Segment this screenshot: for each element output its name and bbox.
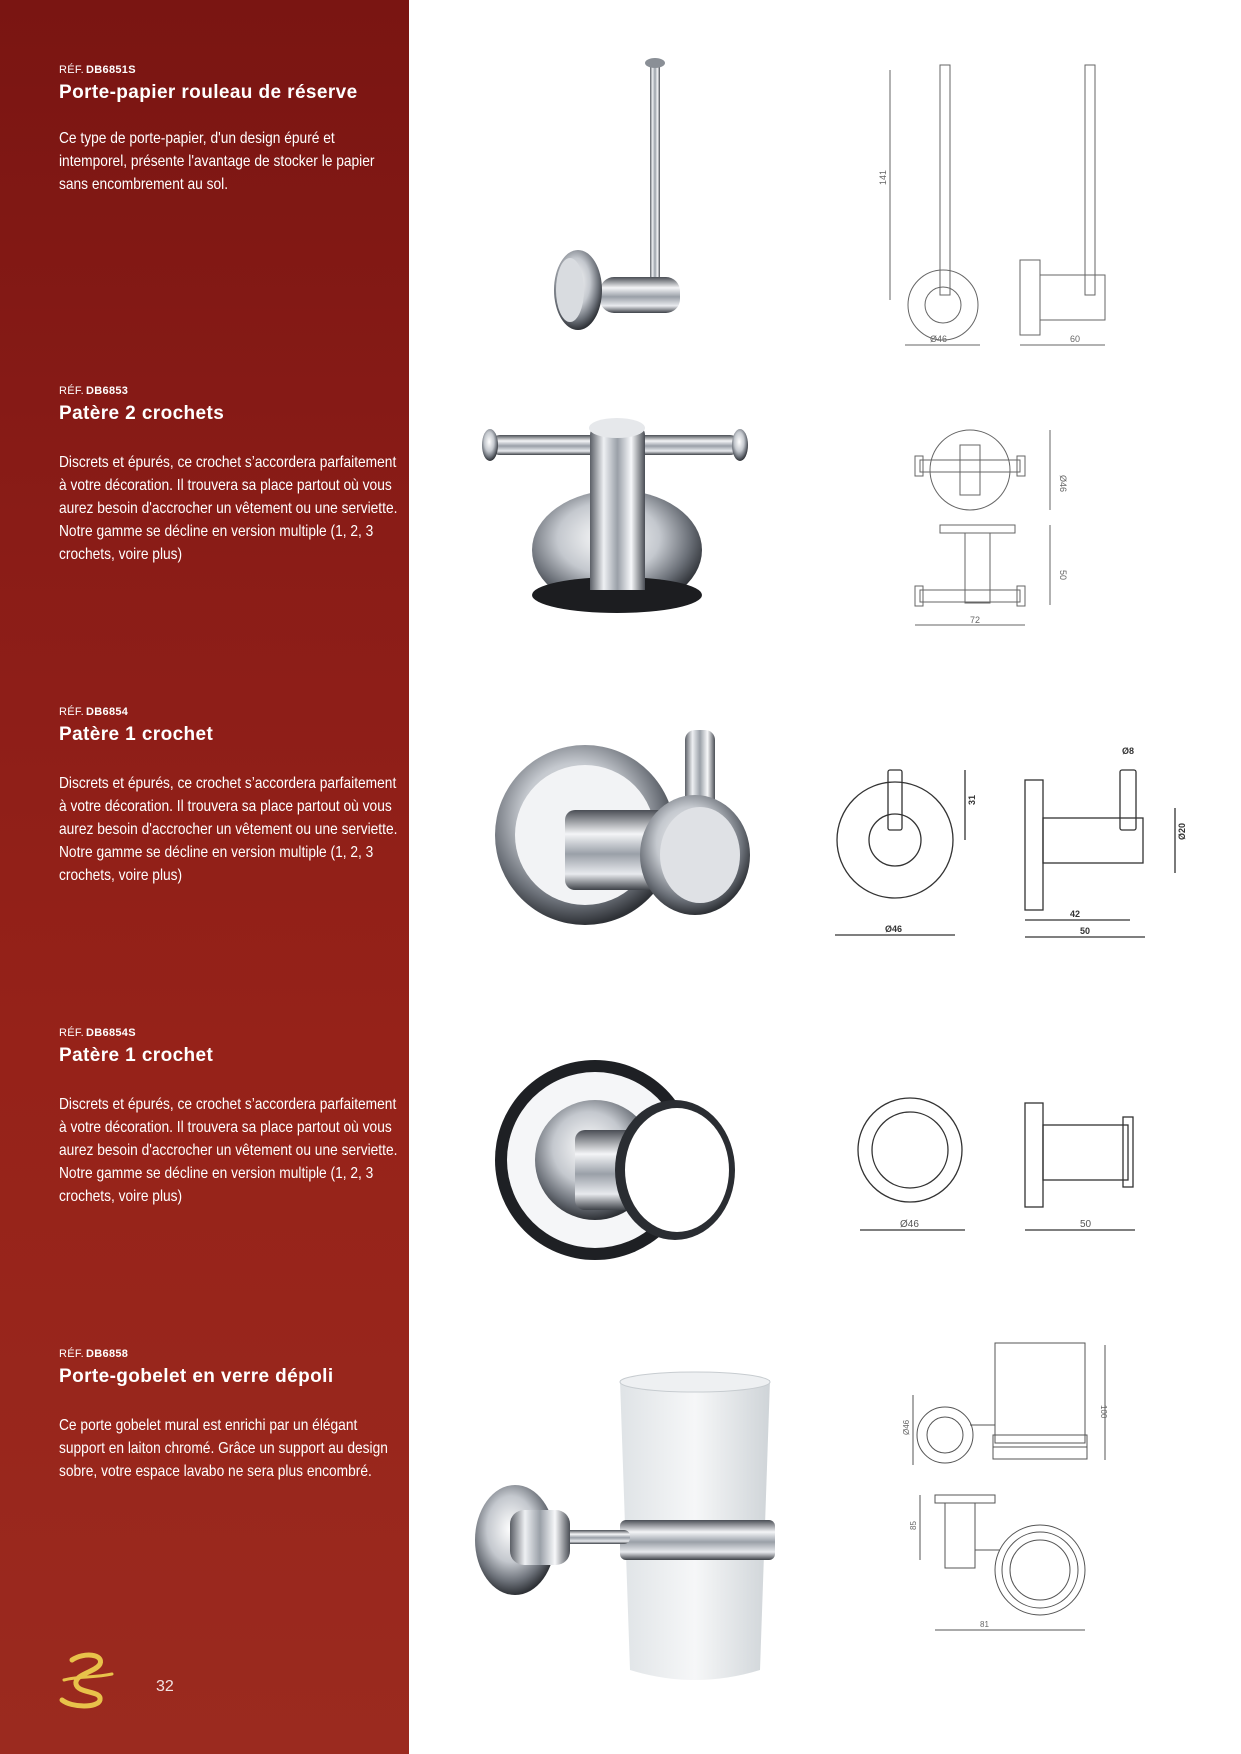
technical-drawing xyxy=(880,55,1140,355)
dimension-label: Ø46 xyxy=(900,1219,919,1230)
product-description: Ce porte gobelet mural est enrichi par un élégant support en laiton chromé. Grâce un support au design sobre, votre espace lavabo ne sera plus encombré. xyxy=(59,1417,388,1480)
product-ref: RÉF. DB6853 xyxy=(59,385,129,397)
product-ref: RÉF. DB6858 xyxy=(59,1348,129,1360)
page-number: 32 xyxy=(156,1678,174,1695)
dimension-label: 50 xyxy=(1080,926,1091,936)
dimension-label: 85 xyxy=(909,1521,918,1530)
dimension-label: Ø46 xyxy=(902,1419,911,1435)
product-title: Patère 2 crochets xyxy=(59,403,225,424)
technical-drawing xyxy=(900,420,1090,640)
product-ref: RÉF. DB6854S xyxy=(59,1027,136,1039)
brand-logo-icon xyxy=(54,1650,124,1710)
dimension-label: 72 xyxy=(970,615,981,625)
product-photo-tumbler-holder xyxy=(470,1370,790,1700)
product-title: Porte-papier rouleau de réserve xyxy=(59,82,358,103)
product-ref: RÉF. DB6854 xyxy=(59,706,129,718)
product-description: Discrets et épurés, ce crochet s’accordera parfaitement à votre décoration. Il trouvera sa place partout où vous aurez besoin d'accrocher un vêtement ou une serviette. Notre gamme se décline en version multiple (1, 2, 3 crochets, voire plus) xyxy=(59,775,398,884)
dimension-label: Ø20 xyxy=(1177,822,1187,840)
product-ref: RÉF. DB6851S xyxy=(59,64,136,76)
product-block xyxy=(59,385,399,566)
dimension-label: 100 xyxy=(1099,1405,1108,1419)
technical-drawing xyxy=(830,740,1190,950)
dimension-label: Ø46 xyxy=(885,924,903,934)
product-title: Patère 1 crochet xyxy=(59,724,214,745)
product-title: Porte-gobelet en verre dépoli xyxy=(59,1366,334,1387)
dimension-label: 50 xyxy=(1080,1219,1092,1230)
dimension-label: 81 xyxy=(980,1620,989,1629)
product-photo-round-hook xyxy=(495,1050,745,1280)
product-photo-single-hook xyxy=(495,725,755,945)
product-description: Discrets et épurés, ce crochet s’accordera parfaitement à votre décoration. Il trouvera sa place partout où vous aurez besoin d'accrocher un vêtement ou une serviette. Notre gamme se décline en version multiple (1, 2, 3 crochets, voire plus) xyxy=(59,1096,398,1205)
dimension-label: Ø46 xyxy=(930,334,948,344)
product-description: Ce type de porte-papier, d'un design épuré et intemporel, présente l'avantage de stocker le papier sans encombrement au sol. xyxy=(59,130,375,193)
dimension-label: 141 xyxy=(878,169,888,185)
dimension-label: Ø8 xyxy=(1122,746,1135,756)
product-block xyxy=(59,1348,399,1483)
dimension-label: 60 xyxy=(1070,334,1081,344)
product-block xyxy=(59,64,399,196)
dimension-label: 31 xyxy=(967,794,977,805)
dimension-label: Ø46 xyxy=(1058,475,1068,493)
dimension-label: 42 xyxy=(1070,909,1081,919)
technical-drawing xyxy=(855,1095,1155,1245)
dimension-label: 50 xyxy=(1058,570,1068,581)
product-photo-double-hook xyxy=(480,420,760,620)
technical-drawing xyxy=(902,1335,1125,1745)
product-block xyxy=(59,706,399,887)
product-description: Discrets et épurés, ce crochet s’accordera parfaitement à votre décoration. Il trouvera sa place partout où vous aurez besoin d'accrocher un vêtement ou une serviette. Notre gamme se décline en version multiple (1, 2, 3 crochets, voire plus) xyxy=(59,454,398,563)
product-title: Patère 1 crochet xyxy=(59,1045,214,1066)
product-photo-roll-holder xyxy=(540,55,700,355)
product-block xyxy=(59,1027,399,1208)
